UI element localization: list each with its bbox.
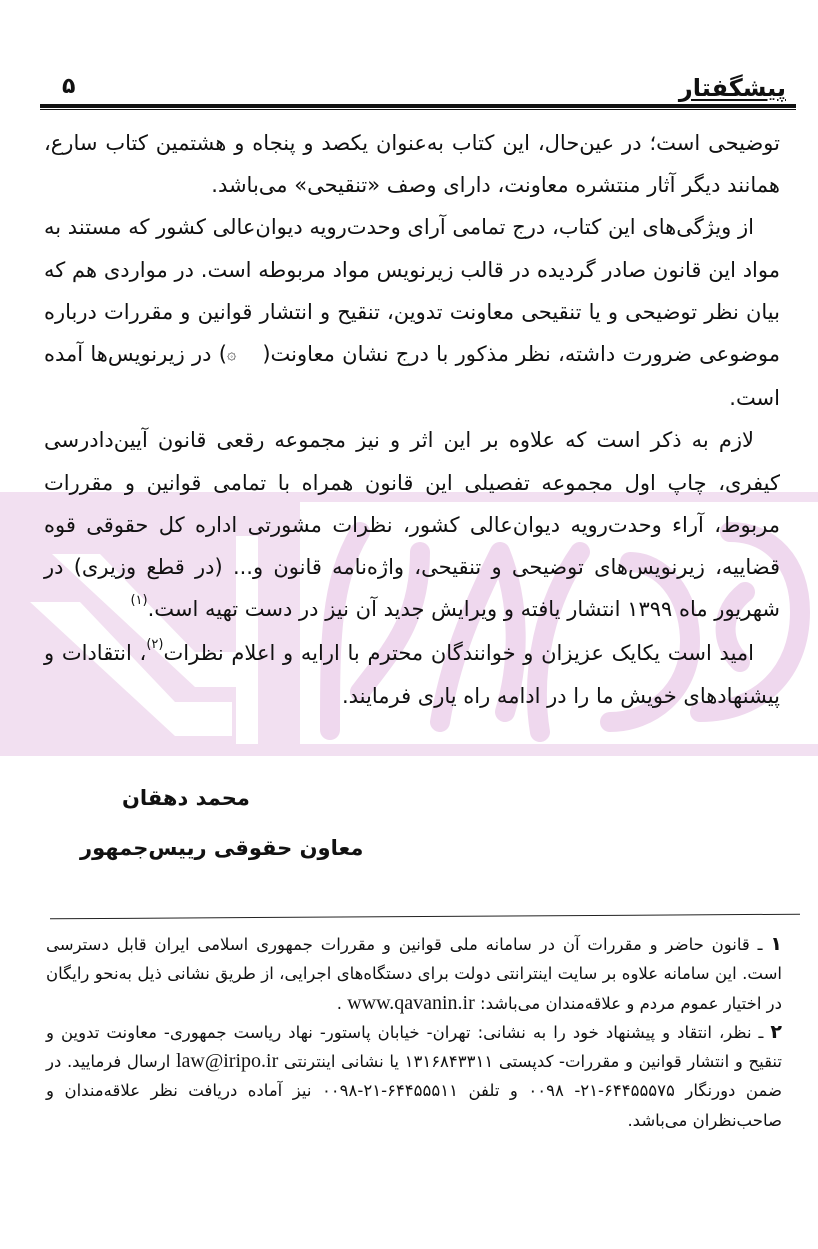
footnote-separator (50, 914, 800, 920)
paragraph-3-text: لازم به ذکر است که علاوه بر این اثر و نیز مجموعه رقعی قانون آیین‌دادرسی کیفری، چاپ اول مجموعه تفصیلی این قانون همراه با تمامی قوانین و مقررات مربوط، آراء وحدت‌رویه دیوان‌عالی کشور، نظرات مشورتی اداره کل حقوقی قوه قضاییه، زیرنویس‌های توضیحی و تنقیحی، واژه‌نامه قانون و... (در قطع وزیری) در شهریور ماه ۱۳۹۹ انتشار یافته و ویرایش جدید آن نیز در دست تهیه است. (44, 428, 780, 622)
paragraph-2-text-end: ) در زیرنویس‌ها آمده است. (44, 342, 780, 411)
paragraph-2-text: از ویژگی‌های این کتاب، درج تمامی آرای وحدت‌رویه دیوان‌عالی کشور که مستند به مواد این قانون صادر گردیده در قالب زیرنویس مواد مربوطه است. در مواردی هم که بیان نظر توضیحی و یا تنقیحی معاونت تدوین، تنقیح و انتشار قوانین و مقررات درباره موضوعی ضرورت داشته، نظر مذکور با درج نشان معاونت( (44, 215, 780, 367)
header-rule (40, 104, 796, 110)
paragraph-4-text: امید است یکایک عزیزان و خوانندگان محترم با ارایه و اعلام نظرات (163, 641, 754, 666)
footnote-2 (46, 1018, 782, 1135)
footnote-1-text: قانون حاضر و مقررات آن در سامانه ملی قوانین و مقررات جمهوری اسلامی ایران قابل دسترسی است. این سامانه علاوه بر سایت اینترانتی دولت برای دستگاه‌های اجرایی، از طریق نشانی ذیل به‌نحو رایگان در اختیار عموم مردم و علاقه‌مندان می‌باشد: (46, 935, 782, 1013)
footnote-1 (46, 930, 782, 1018)
qavanin-url-link[interactable]: www.qavanin.ir (347, 991, 475, 1014)
footnote-ref-2[interactable]: (۲) (146, 637, 164, 653)
footnotes (46, 930, 782, 1135)
footnote-2-number: ۲ (770, 1020, 782, 1043)
page-number: ۵ (62, 74, 76, 99)
running-title: پیشگفتار (678, 74, 786, 102)
paragraph-3 (44, 419, 780, 630)
footnote-2-text: نظر، انتقاد و پیشنهاد خود را به نشانی: تهران- خیابان پاستور- نهاد ریاست جمهوری- معاونت تدوین و تنقیح و انتشار قوانین و مقررات- کدپستی ۱۳۱۶۸۴۳۳۱۱ یا نشانی اینترنتی (46, 1022, 782, 1072)
signatory-name: محمد دهقان (122, 786, 250, 810)
footnote-2-text-end: ارسال فرمایید. در ضمن دورنگار ۶۴۴۵۵۵۷۵-۲۱- ۰۰۹۸ و تلفن ۶۴۴۵۵۵۱۱-۲۱-۰۰۹۸ نیز آماده دریافت نظر علاقه‌مندان و صاحب‌نظران می‌باشد. (46, 1052, 782, 1130)
emblem-icon: ۞ (226, 344, 237, 364)
paragraph-2 (44, 206, 780, 419)
paragraph-4 (44, 632, 780, 716)
footnote-1-end: . (336, 993, 348, 1013)
signatory-title: معاون حقوقی رییس‌جمهور (80, 836, 364, 860)
paragraph-1: توضیحی است؛ در عین‌حال، این کتاب به‌عنوان یکصد و پنجاه و هشتمین کتاب سارع، همانند دیگر آثار منتشره معاونت، دارای وصف «تنقیحی» می‌باشد. (44, 131, 780, 198)
body-text (44, 122, 780, 717)
running-header (40, 72, 796, 106)
paragraph-4-text-end: ، انتقادات و پیشنهادهای خویش ما را در ادامه راه یاری فرمایند. (44, 641, 780, 708)
footnote-ref-1[interactable]: (۱) (130, 593, 148, 609)
footnote-2-dash: ـ (758, 1022, 764, 1042)
footnote-1-number: ۱ (770, 933, 782, 955)
footnote-1-dash: ـ (757, 935, 763, 954)
contact-email-link[interactable]: law@iripo.ir (175, 1050, 279, 1073)
